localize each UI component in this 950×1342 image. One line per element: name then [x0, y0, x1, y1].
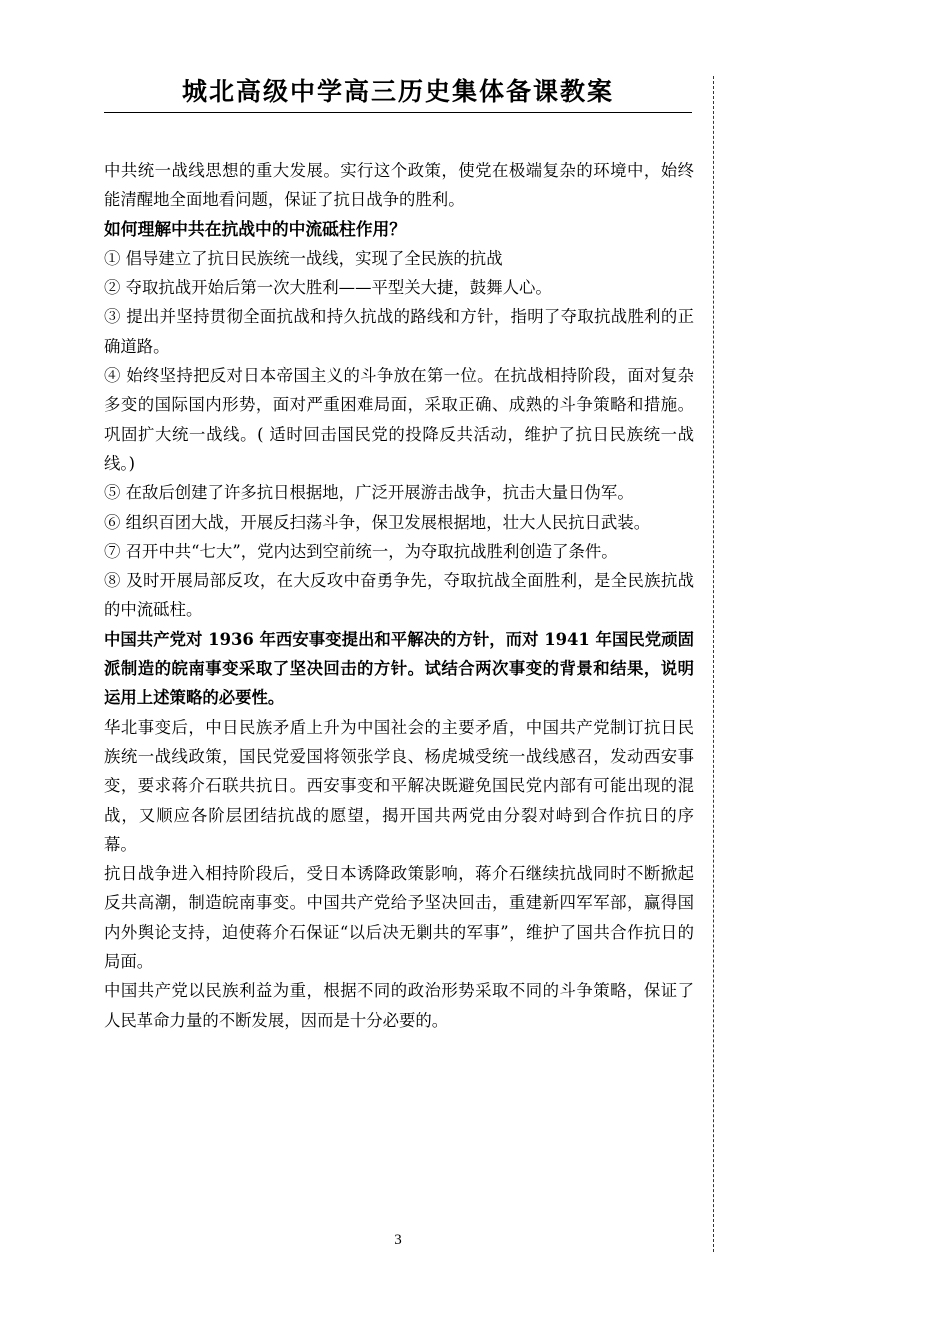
binding-cut-line: [713, 76, 714, 1252]
page-title: 城北高级中学高三历史集体备课教案: [181, 77, 614, 106]
list-item: ④ 始终坚持把反对日本帝国主义的斗争放在第一位。在抗战相持阶段，面对复杂多变的国际国内形势，面对严重困难局面，采取正确、成熟的斗争策略和措施。巩固扩大统一战线。( 适时回击国民党的投降反共活动，维护了抗日民族统一战线。): [104, 366, 694, 473]
list-item: ③ 提出并坚持贯彻全面抗战和持久抗战的路线和方针，指明了夺取抗战胜利的正确道路。: [104, 307, 694, 356]
list-item: ② 夺取抗战开始后第一次大胜利——平型关大捷，鼓舞人心。: [104, 278, 552, 298]
answer-paragraph: 华北事变后，中日民族矛盾上升为中国社会的主要矛盾，中国共产党制订抗日民族统一战线政策，国民党爱国将领张学良、杨虎城受统一战线感召，发动西安事变，要求蒋介石联共抗日。西安事变和平解决既避免国民党内部有可能出现的混战，又顺应各阶层团结抗战的愿望，揭开国共两党由分裂对峙到合作抗日的序幕。: [104, 717, 694, 854]
document-body: [104, 156, 694, 1035]
list-item: ⑥ 组织百团大战，开展反扫荡斗争，保卫发展根据地，壮大人民抗日武装。: [104, 512, 651, 532]
intro-paragraph: 中共统一战线思想的重大发展。实行这个政策，使党在极端复杂的环境中，始终能清醒地全面地看问题，保证了抗日战争的胜利。: [104, 161, 694, 210]
page-number: 3: [394, 1232, 402, 1248]
answer-paragraph: 抗日战争进入相持阶段后，受日本诱降政策影响，蒋介石继续抗战同时不断掀起反共高潮，制造皖南事变。中国共产党给予坚决回击，重建新四军军部，赢得国内外舆论支持，迫使蒋介石保证“以后决无剿共的军事”，维护了国共合作抗日的局面。: [104, 864, 694, 972]
list-item: ⑤ 在敌后创建了许多抗日根据地，广泛开展游击战争，抗击大量日伪军。: [104, 483, 634, 503]
list-item: ① 倡导建立了抗日民族统一战线，实现了全民族的抗战: [104, 248, 503, 268]
answer-paragraph: 中国共产党以民族利益为重，根据不同的政治形势采取不同的斗争策略，保证了人民革命力量的不断发展，因而是十分必要的。: [104, 981, 694, 1030]
page-header: [104, 72, 692, 113]
question-heading: 中国共产党对 1936 年西安事变提出和平解决的方针，而对 1941 年国民党顽固派制造的皖南事变采取了坚决回击的方针。试结合两次事变的背景和结果，说明运用上述策略的必要性。: [104, 629, 694, 708]
list-item: ⑦ 召开中共“七大”，党内达到空前统一，为夺取抗战胜利创造了条件。: [104, 541, 618, 561]
list-item: ⑧ 及时开展局部反攻，在大反攻中奋勇争先，夺取抗战全面胜利，是全民族抗战的中流砥柱。: [104, 571, 694, 620]
question-heading: 如何理解中共在抗战中的中流砥柱作用？: [104, 218, 407, 239]
